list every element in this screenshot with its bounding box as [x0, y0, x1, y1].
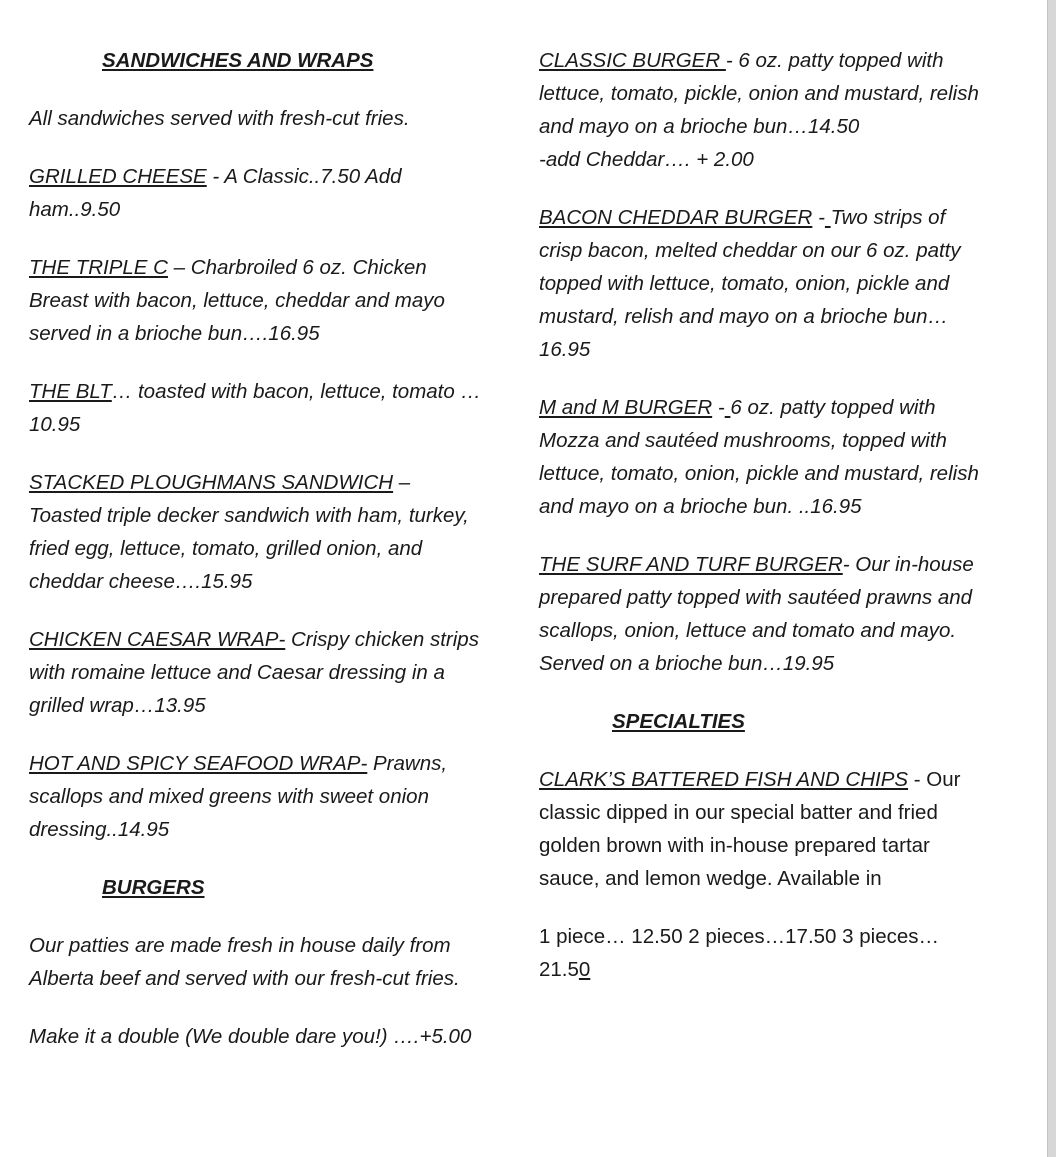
item-description: - Our in-house prepared patty topped with sautéed prawns and scallops, onion, lettuce and tomato and mayo. Served on a brioche bun…19.95 — [539, 553, 974, 675]
page-edge-shadow — [1047, 0, 1056, 1157]
burgers-heading: BURGERS — [102, 876, 205, 899]
menu-item-ploughmans — [29, 466, 484, 598]
classic-burger-addon: -add Cheddar…. + 2.00 — [539, 148, 754, 171]
item-separator: - — [812, 206, 825, 229]
item-name: THE BLT — [29, 380, 112, 403]
menu-item-caesar-wrap — [29, 623, 484, 722]
menu-item-fish-and-chips — [539, 763, 984, 895]
specialties-heading: SPECIALTIES — [612, 710, 745, 733]
item-separator: - — [712, 396, 725, 419]
item-description: – Toasted triple decker sandwich with ham, turkey, fried egg, lettuce, tomato, grilled onion, and cheddar cheese….15.95 — [29, 471, 469, 593]
left-column — [29, 44, 484, 1078]
price-last-digit: 0 — [578, 958, 591, 981]
fish-and-chips-prices — [539, 920, 984, 986]
sandwiches-intro: All sandwiches served with fresh-cut fries. — [29, 107, 410, 130]
menu-item-m-and-m-burger — [539, 391, 984, 523]
double-note: Make it a double (We double dare you!) ….+5.00 — [29, 1025, 472, 1048]
item-name: CLARK’S BATTERED FISH AND CHIPS — [539, 768, 909, 791]
item-name: STACKED PLOUGHMANS SANDWICH — [29, 471, 394, 494]
menu-item-grilled-cheese — [29, 160, 484, 226]
item-name: THE TRIPLE C — [29, 256, 168, 279]
menu-item-surf-and-turf-burger — [539, 548, 984, 680]
menu-item-classic-burger — [539, 44, 984, 143]
right-column — [539, 44, 984, 1011]
item-description: 6 oz. patty topped with Mozza and sautéed mushrooms, topped with lettuce, tomato, onion, pickle and mustard, relish and mayo on a brioche bun. ..16.95 — [539, 396, 979, 518]
menu-item-blt — [29, 375, 484, 441]
item-description: Crispy chicken strips with romaine lettuce and Caesar dressing in a grilled wrap…13.95 — [29, 628, 479, 717]
menu-item-triple-c — [29, 251, 484, 350]
item-name: HOT AND SPICY SEAFOOD WRAP- — [29, 752, 368, 775]
menu-item-bacon-cheddar-burger — [539, 201, 984, 366]
item-name: CLASSIC BURGER — [539, 49, 726, 72]
item-description: Prawns, scallops and mixed greens with sweet onion dressing..14.95 — [29, 752, 448, 841]
burgers-intro: Our patties are made fresh in house daily from Alberta beef and served with our fresh-cut fries. — [29, 934, 460, 990]
menu-item-seafood-wrap — [29, 747, 484, 846]
price-list: 1 piece… 12.50 2 pieces…17.50 3 pieces…21.5 — [539, 925, 940, 981]
item-description: – Charbroiled 6 oz. Chicken Breast with bacon, lettuce, cheddar and mayo served in a brioche bun….16.95 — [29, 256, 445, 345]
item-name: CHICKEN CAESAR WRAP- — [29, 628, 286, 651]
item-name: BACON CHEDDAR BURGER — [539, 206, 813, 229]
item-name: M and M BURGER — [539, 396, 713, 419]
item-name: GRILLED CHEESE — [29, 165, 207, 188]
item-description: … toasted with bacon, lettuce, tomato …10.95 — [29, 380, 481, 436]
item-description: Two strips of crisp bacon, melted cheddar on our 6 oz. patty topped with lettuce, tomato, onion, pickle and mustard, relish and mayo on a brioche bun…16.95 — [539, 206, 961, 361]
item-description: - A Classic..7.50 Add ham..9.50 — [29, 165, 402, 221]
sandwiches-heading: SANDWICHES AND WRAPS — [102, 49, 374, 72]
item-description: - 6 oz. patty topped with lettuce, tomato, pickle, onion and mustard, relish and mayo on a brioche bun…14.50 — [539, 49, 979, 138]
item-name: THE SURF AND TURF BURGER — [539, 553, 843, 576]
item-description: - Our classic dipped in our special batter and fried golden brown with in-house prepared tartar sauce, and lemon wedge. Available in — [539, 768, 961, 890]
